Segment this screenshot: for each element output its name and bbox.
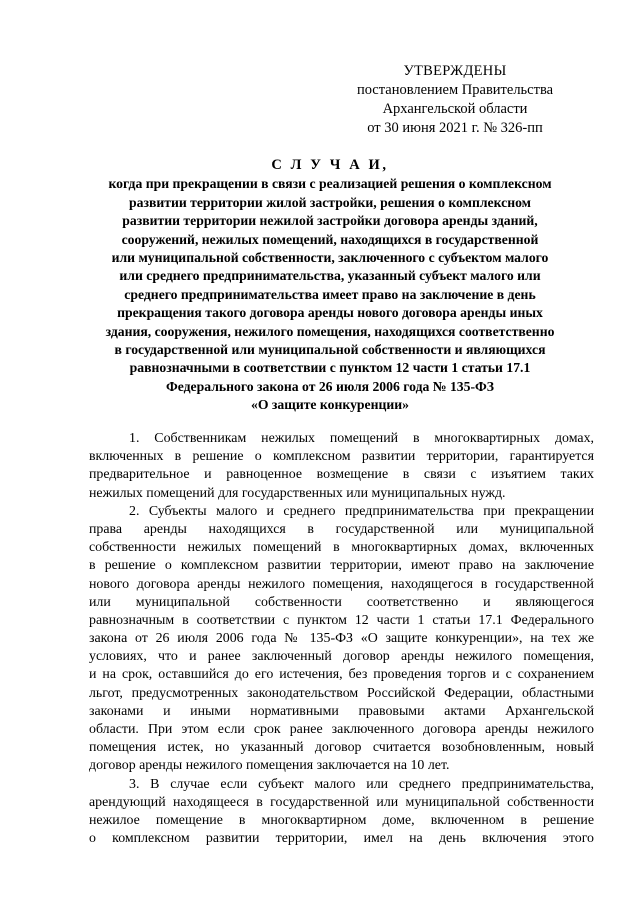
paragraph-line: нежилых помещений для государственных или муниципальных нужд. [89,485,506,501]
document-title [60,156,600,415]
paragraph-line: области. При этом если срок ранее заключенного договора аренды нежилого [89,722,594,737]
paragraph-line: условиях, что и ранее заключенный договор аренды нежилого помещения, [89,649,594,665]
title-line: среднего предпринимательства имеет право на заключение в день [124,286,536,302]
title-line: Федерального закона от 26 июля 2006 года № 135-ФЗ [165,378,495,394]
paragraph-line: арендующий находящееся в государственной или муниципальной собственности [89,794,594,810]
approval-line: от 30 июня 2021 г. № 326-пп [367,120,543,136]
paragraph-line: льгот, предусмотренных законодательством Российской Федерации, областными [89,685,594,701]
paragraph-line: 3. В случае если субъект малого или среднего предпринимательства, [129,776,594,792]
paragraph-line: равнозначным в соответствии с пунктом 12 части 1 статьи 17.1 Федерального [89,612,594,628]
title-line: сооружений, нежилых помещений, находящихся в государственной [121,231,539,247]
title-heading: С Л У Ч А И, [271,157,389,173]
paragraph-line: 1. Собственникам нежилых помещений в многоквартирных домах, [129,431,594,446]
paragraph-line: о комплексном развитии территории, имел на день включения этого [89,831,594,847]
paragraph-line: закона от 26 июля 2006 года № 135-ФЗ «О защите конкуренции», на тех же [89,631,594,647]
paragraph-2 [89,503,594,776]
title-line: «О защите конкуренции» [251,397,409,413]
approval-stamp [330,62,580,138]
title-line: развитии территории жилой застройки, решения о комплексном [128,194,532,210]
title-line: или среднего предпринимательства, указанный субъект малого или [119,268,541,284]
paragraph-line: договор аренды нежилого помещения заключается на 10 лет. [89,758,450,774]
paragraph-line: права аренды находящихся в государственной или муниципальной [89,521,594,537]
paragraph-line: в решение о комплексном развитии территории, имеют право на заключение [89,558,594,574]
approved-heading: УТВЕРЖДЕНЫ [403,63,507,79]
document-body [89,430,594,848]
paragraph-line: законами и иными нормативными правовыми актами Архангельской [89,703,594,719]
paragraph-line: или муниципальной собственности соответственно и являющегося [89,594,594,610]
paragraph-1 [89,430,594,503]
title-line: когда при прекращении в связи с реализацией решения о комплексном [108,176,552,192]
paragraph-line: предварительное и равноценное возмещение в связи с изъятием таких [89,467,594,483]
approval-line: постановлением Правительства [356,82,554,98]
paragraph-line: нежилое помещение в многоквартирном доме, включенном в решение [89,812,594,828]
title-line: развитии территории нежилой застройки договора аренды зданий, [122,213,538,229]
title-line: прекращения такого договора аренды нового договора аренды иных [117,305,543,321]
paragraph-line: помещения истек, но указанный договор считается возобновленным, новый [89,740,594,756]
paragraph-3 [89,776,594,849]
title-line: равнозначными в соответствии с пунктом 12 части 1 статьи 17.1 [129,360,531,376]
paragraph-line: включенных в решение о комплексном развитии территории, гарантируется [89,449,594,465]
paragraph-line: собственности нежилых помещений в многоквартирных домах, включенных [89,540,594,556]
paragraph-line: и на срок, оставшийся до его истечения, без проведения торгов и с сохранением [89,667,594,683]
title-line: здания, сооружения, нежилого помещения, находящихся соответственно [105,323,555,339]
approval-line: Архангельской области [382,101,528,117]
title-line: или муниципальной собственности, заключенного с субъектом малого [111,250,549,266]
title-line: в государственной или муниципальной собственности и являющихся [114,342,546,358]
paragraph-line: нового договора аренды нежилого помещения, находящегося в государственной [89,576,594,592]
paragraph-line: 2. Субъекты малого и среднего предпринимательства при прекращении [129,503,594,519]
